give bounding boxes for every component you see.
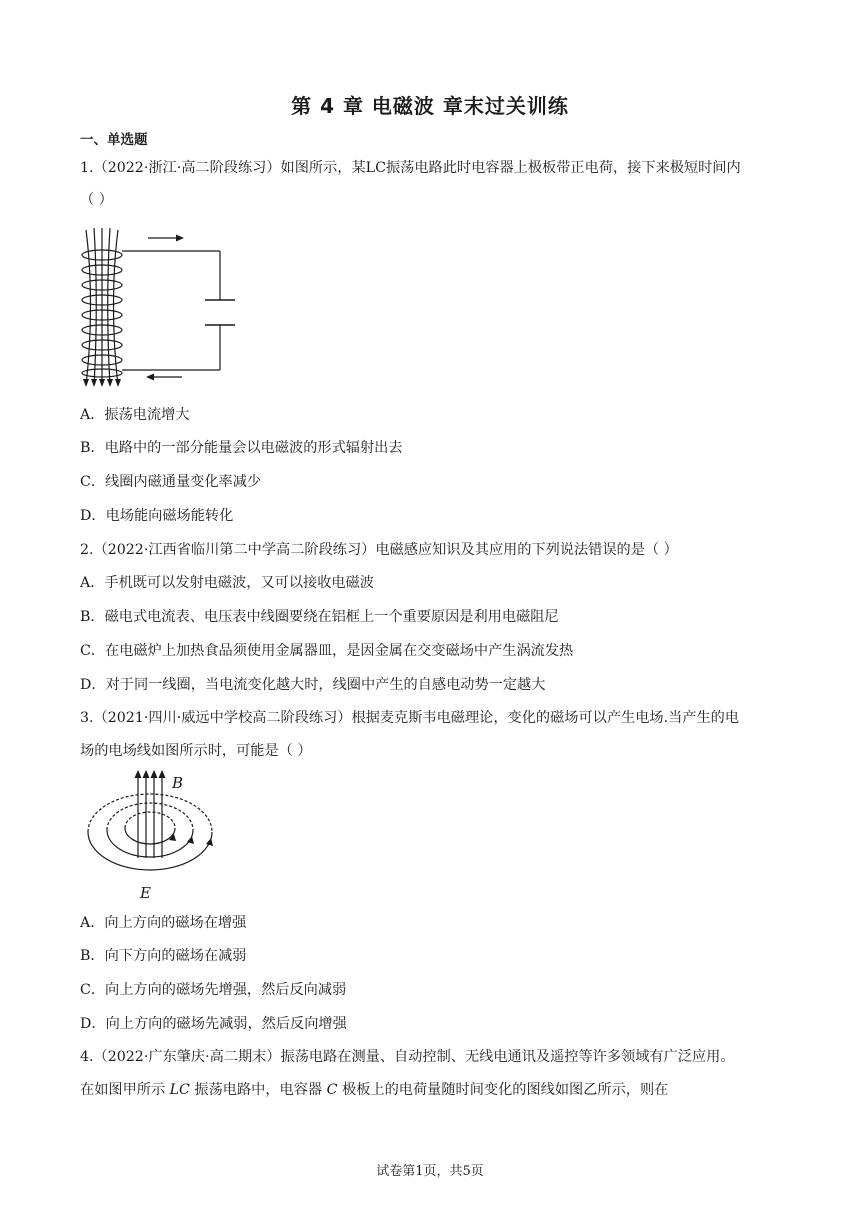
page-title: 第 4 章 电磁波 章末过关训练 [291,94,569,118]
question-2-stem: 2.（2022·江西省临川第二中学高二阶段练习）电磁感应知识及其应用的下列说法错误的是（ ） [80,542,678,558]
question-1-stem-bracket: （ ） [80,192,113,208]
field-lines-figure [80,770,230,905]
question-4-text-b: 振荡电路中，电容器 [189,1082,327,1098]
e-field-label: E [140,884,151,902]
question-2-option-a: A．手机既可以发射电磁波，又可以接收电磁波 [80,575,374,591]
question-4-text-d: 极板上的电荷量随时间变化的图线如图乙所示，则在 [337,1082,669,1098]
question-1-option-a: A．振荡电流增大 [80,407,190,423]
page-footer: 试卷第1页，共5页 [376,1164,484,1179]
question-4-c-symbol: C [326,1082,338,1098]
question-1-option-c: C．线圈内磁通量变化率减少 [80,474,262,490]
question-1-option-b: B．电路中的一部分能量会以电磁波的形式辐射出去 [80,440,403,456]
question-3-option-a: A．向上方向的磁场在增强 [80,915,247,931]
question-2-option-c: C．在电磁炉上加热食品须使用金属器皿，是因金属在交变磁场中产生涡流发热 [80,643,574,659]
question-2-option-d: D．对于同一线圈，当电流变化越大时，线圈中产生的自感电动势一定越大 [80,677,546,693]
lc-circuit-figure [80,225,240,390]
question-3-stem-continued: 场的电场线如图所示时，可能是（ ） [80,743,312,759]
question-3-stem: 3.（2021·四川·威远中学校高二阶段练习）根据麦克斯韦电磁理论，变化的磁场可以产生电场.当产生的电 [80,710,740,726]
question-3-option-d: D．向上方向的磁场先减弱，然后反向增强 [80,1016,347,1032]
question-4-stem: 4.（2022·广东肇庆·高二期末）振荡电路在测量、自动控制、无线电通讯及遥控等许多领域有广泛应用。 [80,1049,735,1065]
question-1-stem: 1.（2022·浙江·高二阶段练习）如图所示，某LC振荡电路此时电容器上极板带正电荷，接下来极短时间内 [80,160,741,176]
question-4-lc-symbol: LC [169,1082,190,1098]
question-1-option-d: D．电场能向磁场能转化 [80,508,234,524]
section-heading: 一、单选题 [80,132,148,148]
question-3-option-b: B．向下方向的磁场在减弱 [80,948,247,964]
question-3-option-c: C．向上方向的磁场先增强，然后反向减弱 [80,982,347,998]
question-4-text-a: 在如图甲所示 [80,1082,170,1098]
question-4-stem-continued [80,1080,668,1100]
question-2-option-b: B．磁电式电流表、电压表中线圈要绕在铝框上一个重要原因是利用电磁阻尼 [80,609,559,625]
b-field-label: B [172,774,184,792]
